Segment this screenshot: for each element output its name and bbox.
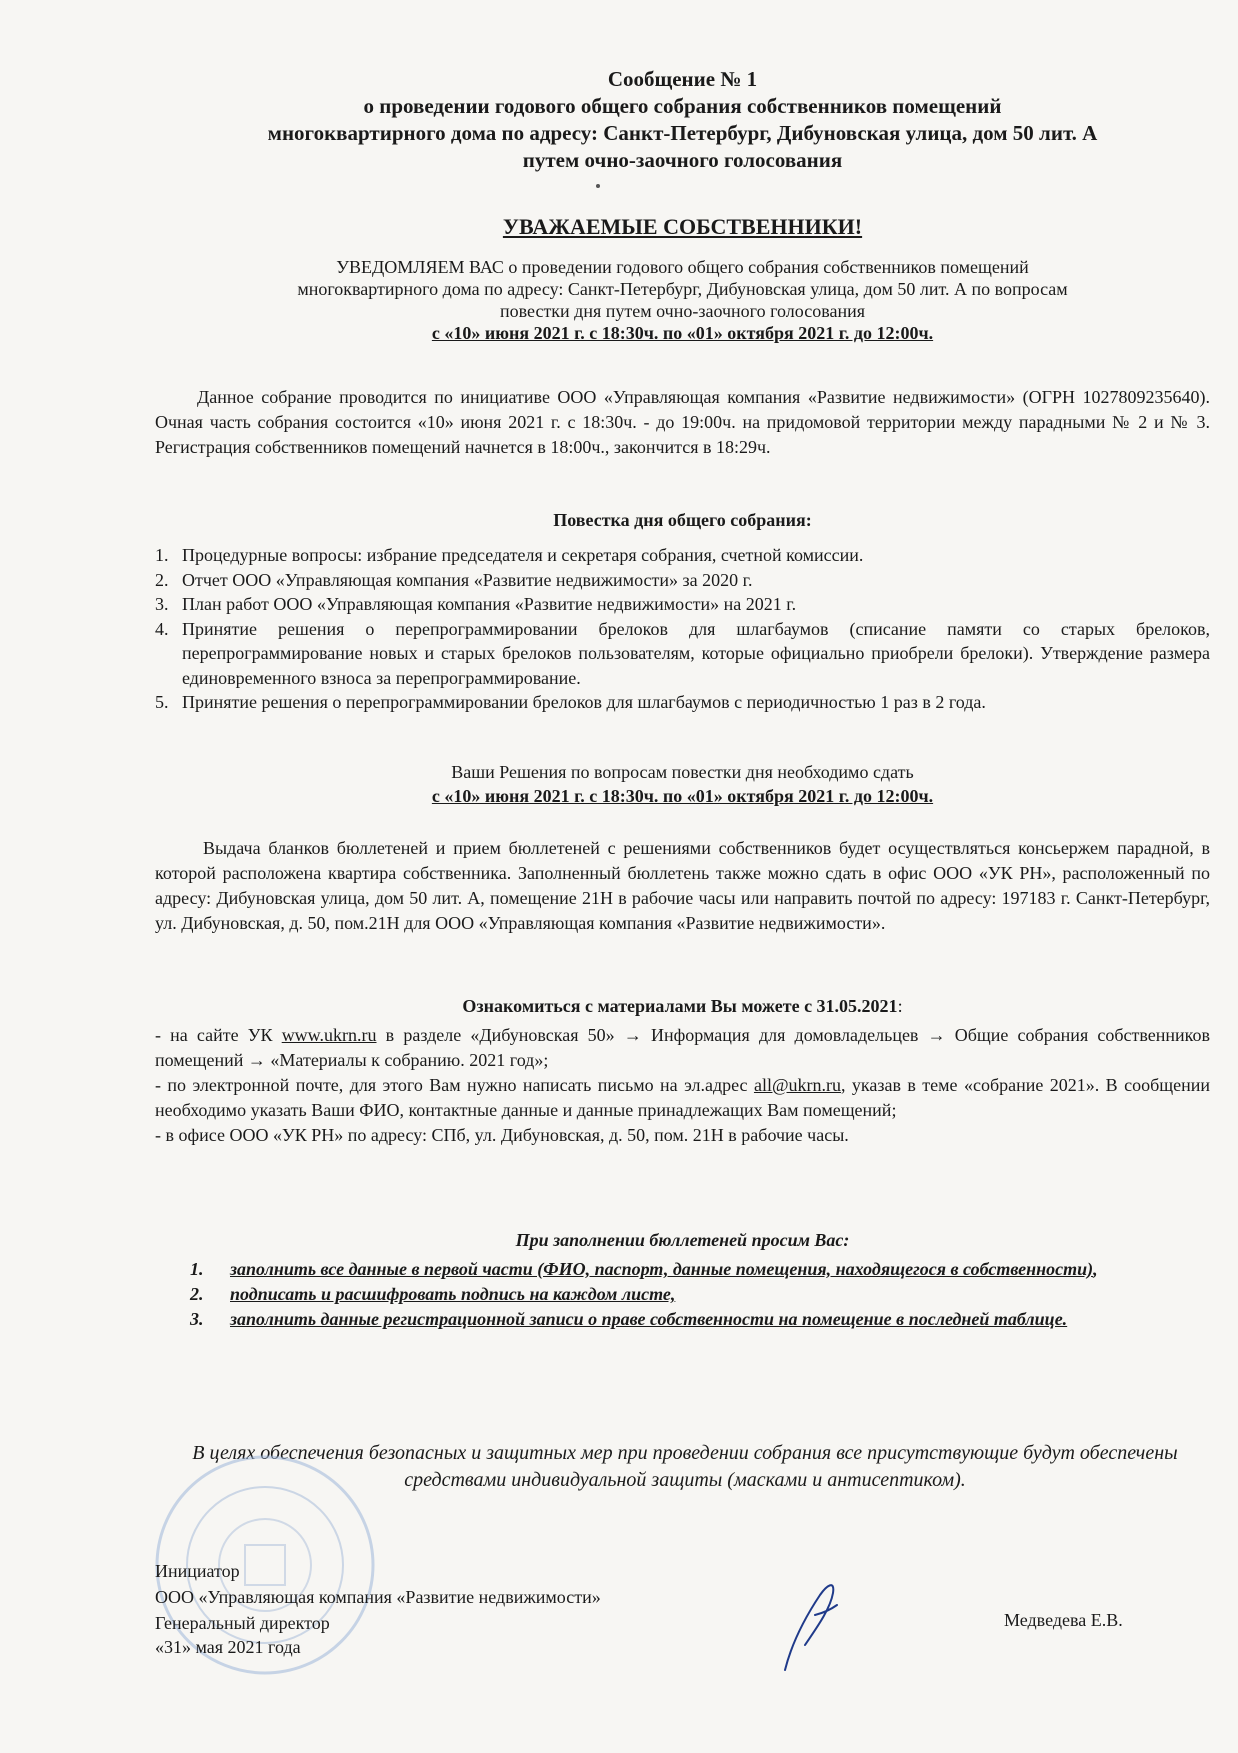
request-item-text: подписать и расшифровать подпись на каждом листе, <box>230 1284 676 1304</box>
signer-org: ООО «Управляющая компания «Развитие недвижимости» <box>155 1587 601 1607</box>
notice-period: с «10» июня 2021 г. с 18:30ч. по «01» октября 2021 г. до 12:00ч. <box>431 323 934 343</box>
requests-heading: При заполнении бюллетеней просим Вас: <box>515 1230 850 1250</box>
intro-paragraph: Данное собрание проводится по инициативе ООО «Управляющая компания «Развитие недвижимости» (ОГРН 1027809235640). Очная часть собрания состоится «10» июня 2021 г. с 18:30ч. - до 19:00ч. на придомовой территории между парадными № 2 и № 3. Регистрация собственников помещений начнется в 18:00ч., закончится в 18:29ч. <box>155 387 1210 457</box>
signer-role: Инициатор <box>155 1561 240 1581</box>
site-link[interactable]: www.ukrn.ru <box>281 1025 377 1045</box>
submit-line: Ваши Решения по вопросам повестки дня необходимо сдать <box>451 762 914 782</box>
document-date: «31» мая 2021 года <box>155 1637 301 1657</box>
agenda-item <box>155 690 1210 715</box>
agenda-item-text: Принятие решения о перепрограммировании брелоков для шлагбаумов с периодичностью 1 раз в 2 года. <box>182 692 986 712</box>
email-suffix: , указав в теме «собрание 2021». В сообщении необходимо указать Ваши ФИО, контактные данные и данные принадлежащих Вам помещений; <box>155 1075 1210 1120</box>
materials-office: - в офисе ООО «УК РН» по адресу: СПб, ул. Дибуновская, д. 50, пом. 21Н в рабочие часы. <box>155 1125 849 1145</box>
agenda-item-text: Отчет ООО «Управляющая компания «Развитие недвижимости» за 2020 г. <box>182 569 753 590</box>
materials-heading <box>155 996 1210 1017</box>
request-item <box>190 1282 1210 1307</box>
agenda-item-text: Процедурные вопросы: избрание председателя и секретаря собрания, счетной комиссии. <box>182 545 864 565</box>
requests-list <box>190 1257 1210 1332</box>
request-item-text: заполнить данные регистрационной записи о праве собственности на помещение в последней таблице. <box>230 1309 1068 1329</box>
notice-line-3: повестки дня путем очно-заочного голосования <box>499 301 866 321</box>
agenda-item-number: 5. <box>155 692 169 712</box>
agenda-item-number: 4. <box>155 618 169 639</box>
speck <box>596 184 600 188</box>
document-title <box>155 66 1210 174</box>
materials-heading-colon: : <box>897 996 903 1016</box>
site-suffix: в разделе «Дибуновская 50» → Информация для домовладельцев → Общие собрания собственников помещений → «Материалы к собранию. 2021 год»; <box>155 1025 1210 1070</box>
agenda-item-number: 2. <box>155 569 169 590</box>
greeting: УВАЖАЕМЫЕ СОБСТВЕННИКИ! <box>502 214 863 239</box>
notice-line-1: УВЕДОМЛЯЕМ ВАС о проведении годового общего собрания собственников помещений <box>336 257 1029 277</box>
agenda-list <box>155 543 1210 715</box>
email-link[interactable]: all@ukrn.ru <box>753 1075 842 1095</box>
notice-line-2: многоквартирного дома по адресу: Санкт-Петербург, Дибуновская улица, дом 50 лит. А по вопросам <box>297 279 1068 299</box>
request-item-number: 3. <box>190 1309 204 1329</box>
materials-list <box>155 1023 1210 1148</box>
request-item-number: 2. <box>190 1284 204 1304</box>
agenda-item <box>155 568 1210 593</box>
materials-heading-text: Ознакомиться с материалами Вы можете с 31.05.2021 <box>462 996 898 1016</box>
agenda-heading: Повестка дня общего собрания: <box>553 510 812 530</box>
title-line-4: путем очно-заочного голосования <box>522 148 843 172</box>
request-item <box>190 1307 1210 1332</box>
agenda-item-text: Принятие решения о перепрограммировании брелоков для шлагбаумов (списание памяти со старых брелоков, перепрограммирование новых и старых брелоков пользователям, которые официально приобрели брелоки). Утверждение размера единовременного взноса за перепрограммирование. <box>182 618 1210 688</box>
materials-email <box>155 1073 1210 1123</box>
ballots-paragraph: Выдача бланков бюллетеней и прием бюллетеней с решениями собственников будет осуществляться консьержем парадной, в которой расположена квартира собственника. Заполненный бюллетень также можно сдать в офис ООО «УК РН», расположенный по адресу: Дибуновская улица, дом 50 лит. А, помещение 21Н в рабочие часы или направить почтой по адресу: 197183 г. Санкт-Петербург, ул. Дибуновская, д. 50, пом.21Н для ООО «Управляющая компания «Развитие недвижимости». <box>155 838 1210 933</box>
safety-note: В целях обеспечения безопасных и защитных мер при проведении собрания все присутствующие будут обеспечены средствами индивидуальной защиты (масками и антисептиком). <box>192 1442 1178 1491</box>
title-line-1: Сообщение № 1 <box>607 67 758 91</box>
agenda-item <box>155 617 1210 691</box>
signature-icon <box>775 1575 855 1675</box>
title-line-2: о проведении годового общего собрания собственников помещений <box>363 94 1002 118</box>
agenda-item-number: 3. <box>155 594 169 614</box>
site-prefix: - на сайте УК <box>155 1025 282 1045</box>
agenda-item <box>155 592 1210 617</box>
request-item-tail: , <box>1093 1259 1098 1279</box>
materials-site <box>155 1023 1210 1073</box>
signer-name: Медведева Е.В. <box>1004 1610 1123 1630</box>
title-line-3: многоквартирного дома по адресу: Санкт-Петербург, Дибуновская улица, дом 50 лит. А <box>267 121 1098 145</box>
agenda-item <box>155 543 1210 568</box>
submit-period: с «10» июня 2021 г. с 18:30ч. по «01» октября 2021 г. до 12:00ч. <box>431 786 934 806</box>
signer-position: Генеральный директор <box>155 1613 330 1633</box>
request-item-number: 1. <box>190 1259 204 1279</box>
request-item-text: заполнить все данные в первой части (ФИО, паспорт, данные помещения, находящегося в собственности) <box>230 1259 1094 1279</box>
agenda-item-number: 1. <box>155 545 169 565</box>
email-prefix: - по электронной почте, для этого Вам нужно написать письмо на эл.адрес <box>155 1075 754 1095</box>
agenda-item-text: План работ ООО «Управляющая компания «Развитие недвижимости» на 2021 г. <box>182 594 797 614</box>
notice-block <box>155 256 1210 344</box>
submit-block <box>155 760 1210 808</box>
request-item <box>190 1257 1210 1282</box>
